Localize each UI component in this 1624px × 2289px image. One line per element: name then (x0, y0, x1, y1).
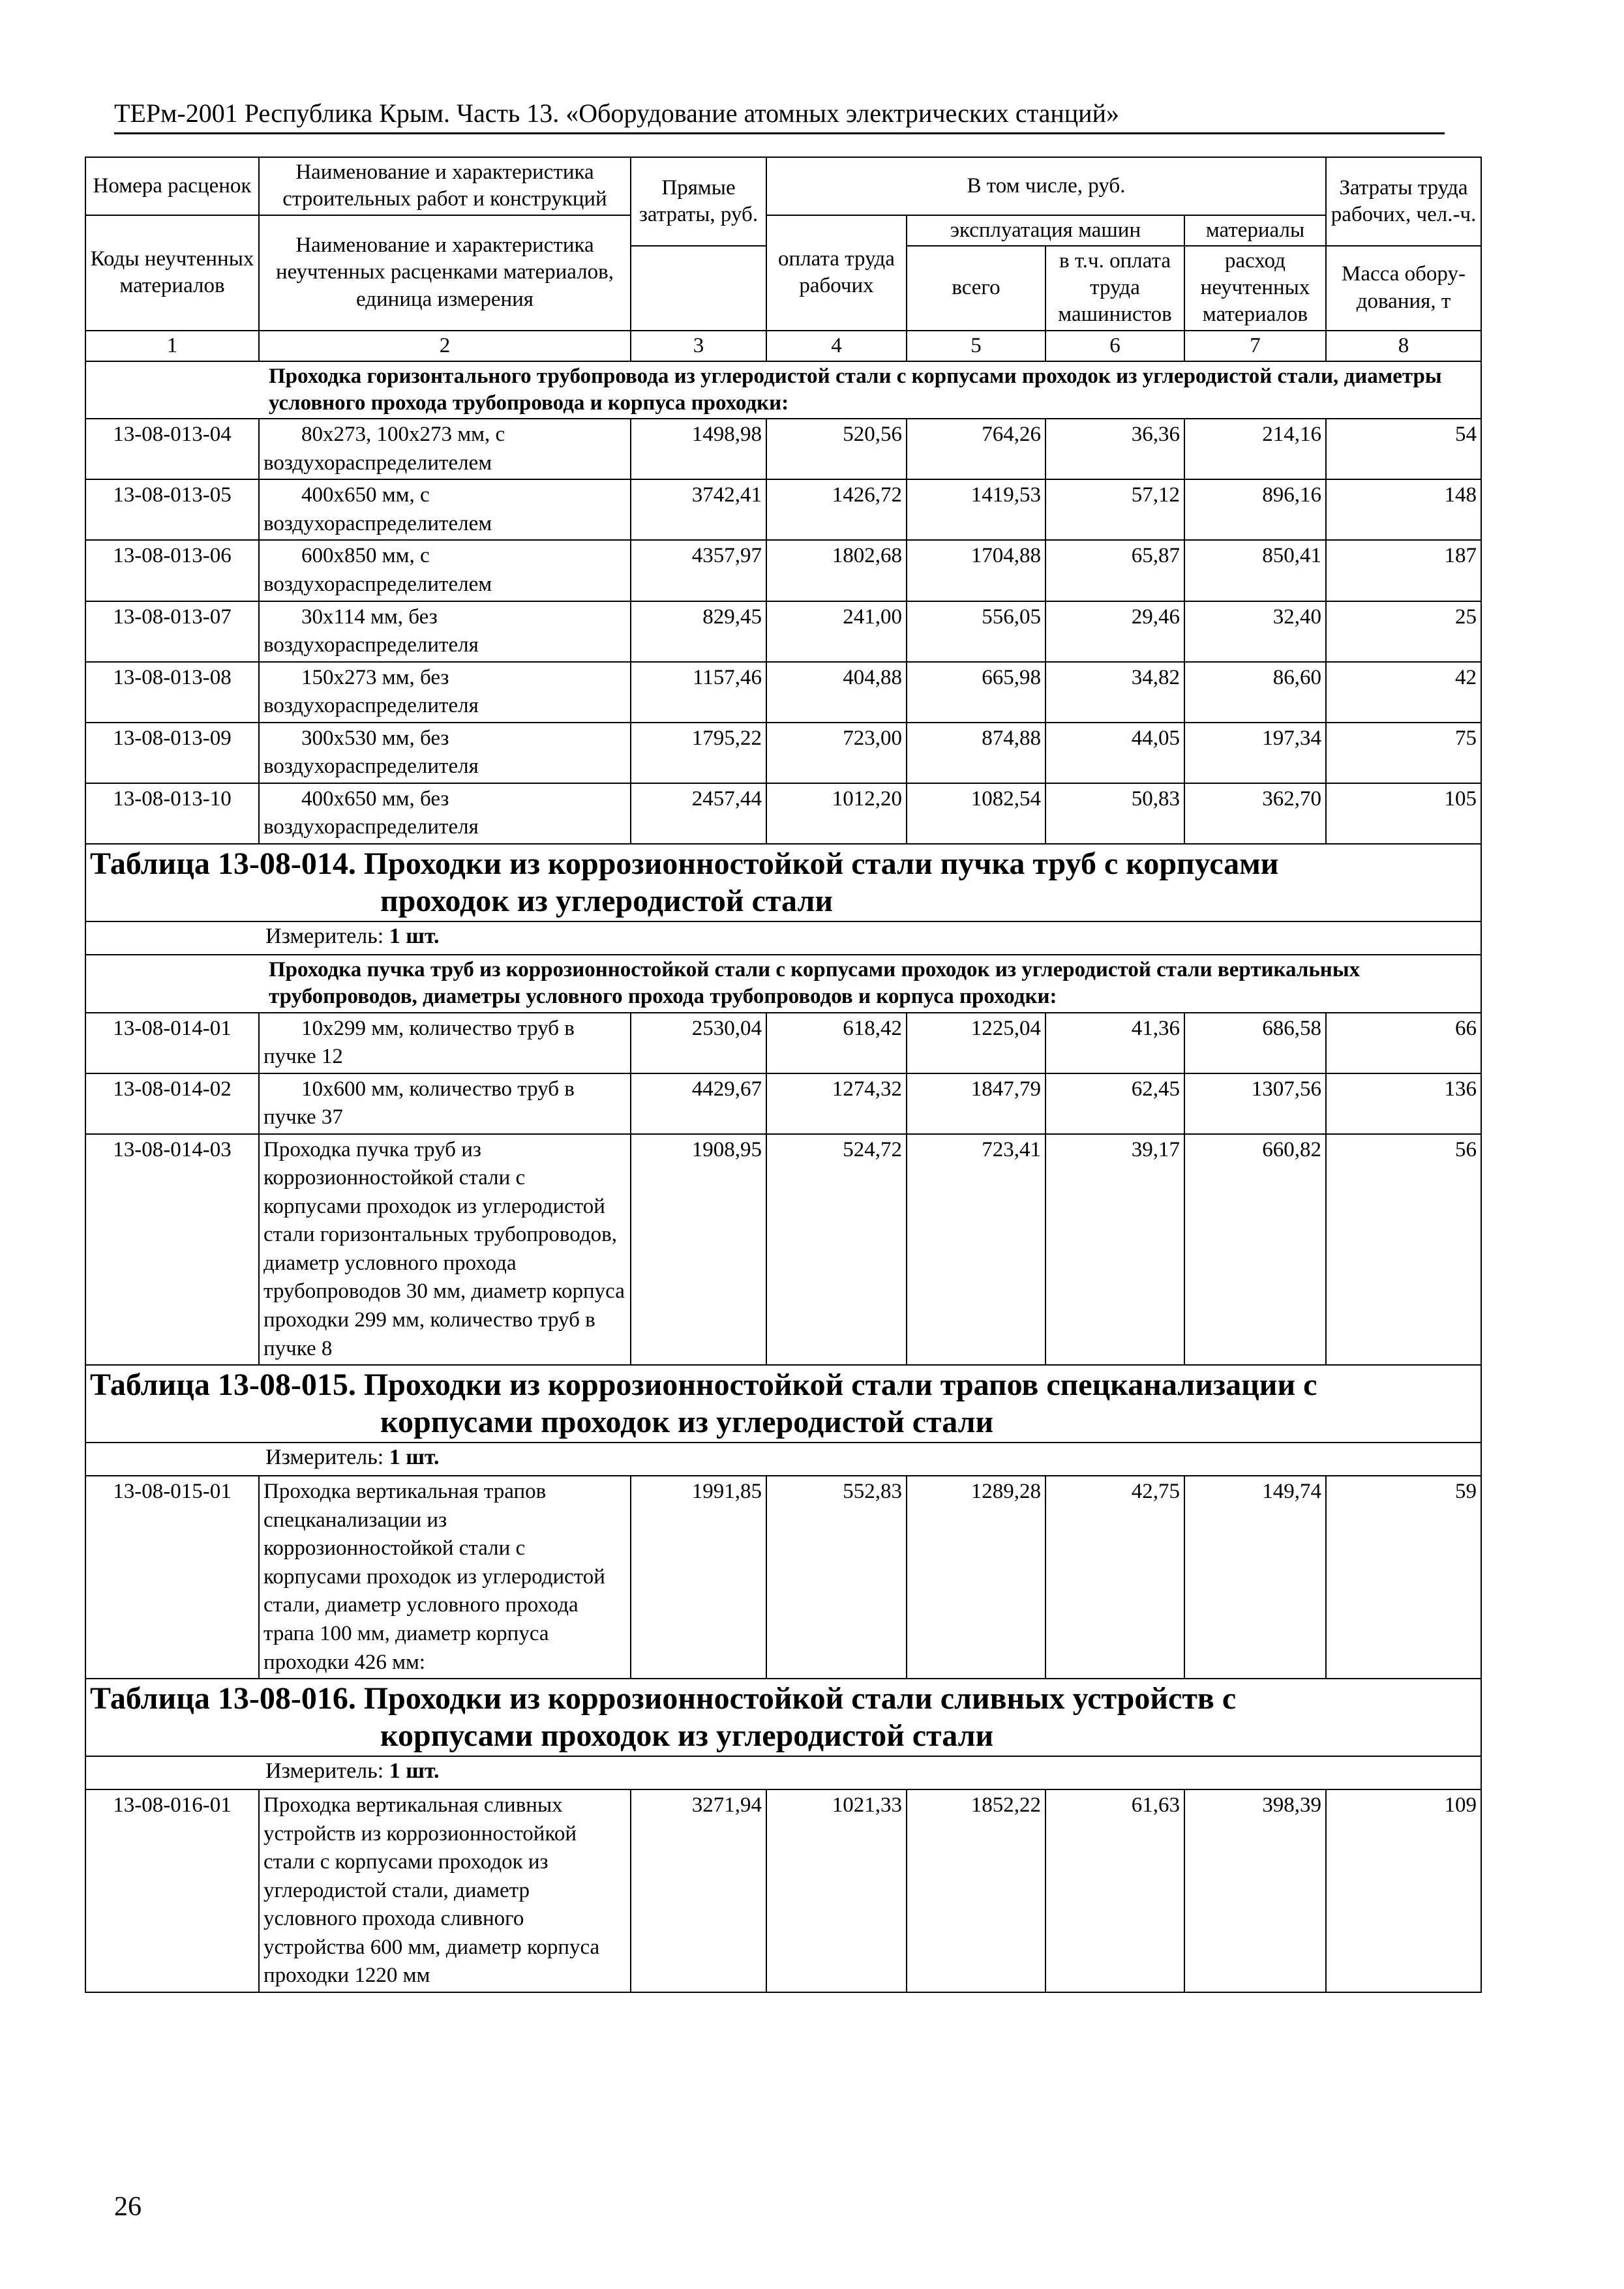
direct-cost: 3271,94 (631, 1789, 766, 1992)
machines-total: 764,26 (907, 419, 1045, 479)
materials-cost: 398,39 (1184, 1789, 1326, 1992)
machinists-pay: 57,12 (1045, 479, 1184, 540)
col-including: В том числе, руб. (766, 157, 1326, 215)
labor-pay: 520,56 (766, 419, 907, 479)
direct-cost: 1908,95 (631, 1134, 766, 1365)
machines-total: 1225,04 (907, 1013, 1045, 1073)
labor-hours: 66 (1326, 1013, 1481, 1073)
labor-hours: 56 (1326, 1134, 1481, 1365)
table-row (85, 783, 1481, 844)
rate-name: 30х114 мм, без воздухораспределителя (259, 601, 631, 662)
measure-unit: Измеритель: 1 шт. (85, 1443, 1481, 1476)
machinists-pay: 29,46 (1045, 601, 1184, 662)
machines-total: 1419,53 (907, 479, 1045, 540)
rates-table (85, 157, 1482, 1993)
labor-hours: 42 (1326, 662, 1481, 723)
materials-cost: 850,41 (1184, 540, 1326, 601)
labor-pay: 618,42 (766, 1013, 907, 1073)
rate-name: Проходка вертикальная трапов спецканализации из коррозионностойкой стали с корпусами проходок из углеродистой стали, диаметр условного прохода трапа 100 мм, диаметр корпуса проходки 426 мм: (259, 1476, 631, 1679)
table-row (85, 1789, 1481, 1992)
materials-cost: 896,16 (1184, 479, 1326, 540)
labor-hours: 59 (1326, 1476, 1481, 1679)
direct-cost: 1157,46 (631, 662, 766, 723)
rate-code: 13-08-013-10 (85, 783, 259, 844)
col-number-7: 7 (1184, 331, 1326, 361)
group-title: Проходка пучка труб из коррозионностойкой стали с корпусами проходок из углеродистой стали вертикальных трубопроводов, диаметры условного прохода трубопроводов и корпуса проходки: (85, 955, 1481, 1013)
col-labor-hours: Затраты труда рабочих, чел.-ч. (1326, 157, 1481, 246)
rate-code: 13-08-014-02 (85, 1073, 259, 1134)
table-row (85, 601, 1481, 662)
machinists-pay: 41,36 (1045, 1013, 1184, 1073)
col-machines-total: всего (907, 246, 1045, 331)
direct-cost: 829,45 (631, 601, 766, 662)
direct-cost: 1991,85 (631, 1476, 766, 1679)
rate-code: 13-08-013-06 (85, 540, 259, 601)
rate-code: 13-08-013-04 (85, 419, 259, 479)
rate-name: 150х273 мм, без воздухораспределителя (259, 662, 631, 723)
direct-cost: 4357,97 (631, 540, 766, 601)
machines-total: 665,98 (907, 662, 1045, 723)
labor-pay: 404,88 (766, 662, 907, 723)
labor-hours: 105 (1326, 783, 1481, 844)
col-machines: эксплуатация машин (907, 215, 1184, 246)
col-materials-consumption: расход неучтенных материалов (1184, 246, 1326, 331)
machinists-pay: 34,82 (1045, 662, 1184, 723)
labor-pay: 241,00 (766, 601, 907, 662)
labor-pay: 552,83 (766, 1476, 907, 1679)
rate-name: 10х600 мм, количество труб в пучке 37 (259, 1073, 631, 1134)
col-number-4: 4 (766, 331, 907, 361)
table-title-016: Таблица 13-08-016. Проходки из коррозионностойкой стали сливных устройств с корпусами проходок из углеродистой стали (85, 1679, 1481, 1756)
col-number-8: 8 (1326, 331, 1481, 361)
col-rate-numbers: Номера расценок (85, 157, 259, 215)
group-title: Проходка горизонтального трубопровода из углеродистой стали с корпусами проходок из углеродистой стали, диаметры условного прохода трубопровода и корпуса проходки: (85, 361, 1481, 419)
labor-hours: 187 (1326, 540, 1481, 601)
col-machinists-pay: в т.ч. оплата труда машинистов (1045, 246, 1184, 331)
machines-total: 1289,28 (907, 1476, 1045, 1679)
direct-cost: 2530,04 (631, 1013, 766, 1073)
col-materials: материалы (1184, 215, 1326, 246)
machines-total: 556,05 (907, 601, 1045, 662)
labor-hours: 54 (1326, 419, 1481, 479)
page-header: ТЕРм-2001 Республика Крым. Часть 13. «Оборудование атомных электрических станций» (114, 98, 1445, 134)
machinists-pay: 42,75 (1045, 1476, 1184, 1679)
labor-pay: 1012,20 (766, 783, 907, 844)
page-number: 26 (114, 2192, 142, 2222)
table-row (85, 1134, 1481, 1365)
table-row (85, 1073, 1481, 1134)
rate-code: 13-08-016-01 (85, 1789, 259, 1992)
rate-name: 600х850 мм, с воздухораспределителем (259, 540, 631, 601)
col-number-1: 1 (85, 331, 259, 361)
labor-hours: 75 (1326, 723, 1481, 783)
labor-hours: 25 (1326, 601, 1481, 662)
direct-cost: 3742,41 (631, 479, 766, 540)
machines-total: 723,41 (907, 1134, 1045, 1365)
table-title-015: Таблица 13-08-015. Проходки из коррозионностойкой стали трапов спецканализации с корпусами проходок из углеродистой стали (85, 1365, 1481, 1443)
col-direct-costs-unit (631, 246, 766, 331)
materials-cost: 149,74 (1184, 1476, 1326, 1679)
labor-hours: 109 (1326, 1789, 1481, 1992)
materials-cost: 660,82 (1184, 1134, 1326, 1365)
table-row (85, 723, 1481, 783)
machinists-pay: 62,45 (1045, 1073, 1184, 1134)
labor-hours: 136 (1326, 1073, 1481, 1134)
labor-pay: 1274,32 (766, 1073, 907, 1134)
machines-total: 1852,22 (907, 1789, 1045, 1992)
machinists-pay: 50,83 (1045, 783, 1184, 844)
rate-name: 10х299 мм, количество труб в пучке 12 (259, 1013, 631, 1073)
materials-cost: 214,16 (1184, 419, 1326, 479)
col-material-codes: Коды неучтенных материалов (85, 215, 259, 331)
direct-cost: 1498,98 (631, 419, 766, 479)
col-labor-pay: оплата труда рабочих (766, 215, 907, 331)
table-row (85, 479, 1481, 540)
direct-cost: 2457,44 (631, 783, 766, 844)
materials-cost: 32,40 (1184, 601, 1326, 662)
table-row (85, 662, 1481, 723)
machines-total: 1704,88 (907, 540, 1045, 601)
machines-total: 874,88 (907, 723, 1045, 783)
rate-name: Проходка пучка труб из коррозионностойкой стали с корпусами проходок из углеродистой стали горизонтальных трубопроводов, диаметр условного прохода трубопроводов 30 мм, диаметр корпуса проходки 299 мм, количество труб в пучке 8 (259, 1134, 631, 1365)
labor-pay: 1802,68 (766, 540, 907, 601)
materials-cost: 686,58 (1184, 1013, 1326, 1073)
materials-cost: 197,34 (1184, 723, 1326, 783)
machines-total: 1082,54 (907, 783, 1045, 844)
rate-code: 13-08-013-09 (85, 723, 259, 783)
rate-name: 400х650 мм, без воздухораспределителя (259, 783, 631, 844)
labor-pay: 524,72 (766, 1134, 907, 1365)
table-row (85, 1013, 1481, 1073)
col-material-name: Наименование и характеристика неучтенных расценками материалов, единица измерения (259, 215, 631, 331)
table-title-014: Таблица 13-08-014. Проходки из коррозионностойкой стали пучка труб с корпусами проходок из углеродистой стали (85, 844, 1481, 921)
col-number-6: 6 (1045, 331, 1184, 361)
rate-code: 13-08-015-01 (85, 1476, 259, 1679)
labor-pay: 1021,33 (766, 1789, 907, 1992)
measure-unit: Измеритель: 1 шт. (85, 921, 1481, 955)
rate-code: 13-08-013-07 (85, 601, 259, 662)
machinists-pay: 39,17 (1045, 1134, 1184, 1365)
machinists-pay: 65,87 (1045, 540, 1184, 601)
direct-cost: 4429,67 (631, 1073, 766, 1134)
col-number-5: 5 (907, 331, 1045, 361)
table-row (85, 540, 1481, 601)
machinists-pay: 61,63 (1045, 1789, 1184, 1992)
machines-total: 1847,79 (907, 1073, 1045, 1134)
rate-name: Проходка вертикальная сливных устройств из коррозионностойкой стали с корпусами проходок из углеродистой стали, диаметр условного прохода сливного устройства 600 мм, диаметр корпуса проходки 1220 мм (259, 1789, 631, 1992)
rate-code: 13-08-014-01 (85, 1013, 259, 1073)
col-work-name: Наименование и характеристика строительных работ и конструкций (259, 157, 631, 215)
materials-cost: 86,60 (1184, 662, 1326, 723)
rate-name: 400х650 мм, с воздухораспределителем (259, 479, 631, 540)
rate-name: 300х530 мм, без воздухораспределителя (259, 723, 631, 783)
col-equipment-mass: Масса обору-дования, т (1326, 246, 1481, 331)
measure-unit: Измеритель: 1 шт. (85, 1756, 1481, 1789)
col-direct-costs: Прямые затраты, руб. (631, 157, 766, 246)
machinists-pay: 36,36 (1045, 419, 1184, 479)
machinists-pay: 44,05 (1045, 723, 1184, 783)
rate-code: 13-08-013-05 (85, 479, 259, 540)
labor-hours: 148 (1326, 479, 1481, 540)
labor-pay: 723,00 (766, 723, 907, 783)
col-number-3: 3 (631, 331, 766, 361)
rate-name: 80х273, 100х273 мм, с воздухораспределителем (259, 419, 631, 479)
labor-pay: 1426,72 (766, 479, 907, 540)
table-row (85, 419, 1481, 479)
table-row (85, 1476, 1481, 1679)
materials-cost: 362,70 (1184, 783, 1326, 844)
materials-cost: 1307,56 (1184, 1073, 1326, 1134)
col-number-2: 2 (259, 331, 631, 361)
rate-code: 13-08-014-03 (85, 1134, 259, 1365)
rate-code: 13-08-013-08 (85, 662, 259, 723)
direct-cost: 1795,22 (631, 723, 766, 783)
